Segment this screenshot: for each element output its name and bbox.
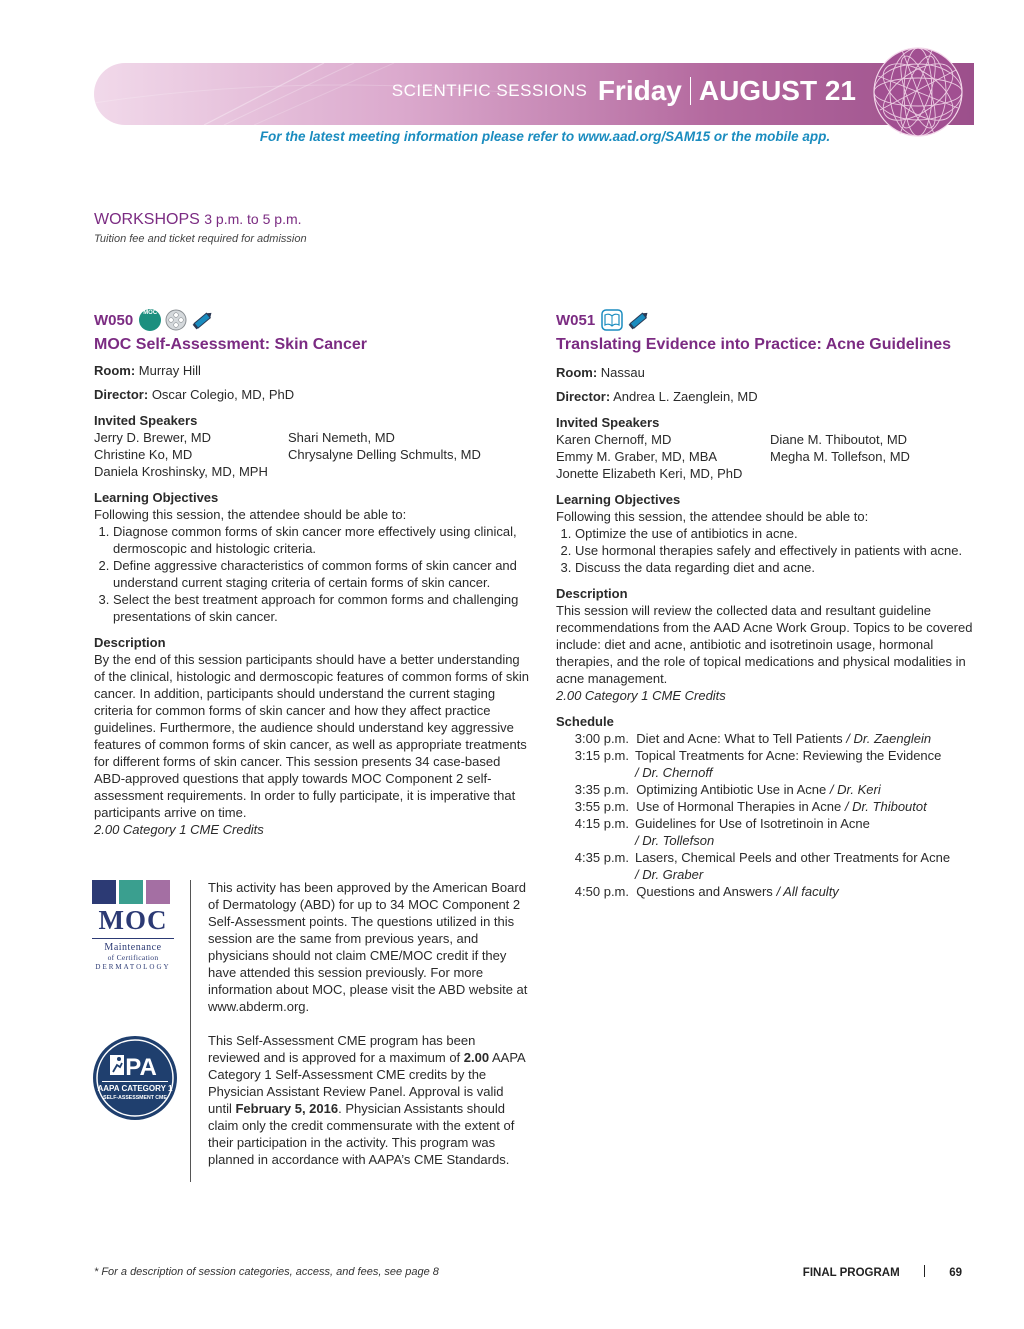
w051-code-row: [556, 308, 976, 332]
session-code: W051: [556, 311, 596, 329]
schedule-speaker: / All faculty: [776, 884, 839, 899]
description-text: This session will review the collected data and resultant guideline recommendations from the AAD Acne Work Group. Topics to be covered include: diet and acne, antibiotic and isotretinoin usage, hormonal therapies, and the role of topical medications and physical modalities in acne management.: [556, 603, 973, 686]
room-line: [556, 364, 976, 381]
pa-approval-text: [208, 1032, 528, 1168]
schedule-list: [556, 730, 976, 900]
moc-logo-line3: DERMATOLOGY: [95, 963, 171, 971]
cme-credits: 2.00 Category 1 CME Credits: [94, 822, 264, 837]
footer-program-label: FINAL PROGRAM: [802, 1267, 900, 1279]
schedule-title: Diet and Acne: What to Tell Patients: [636, 731, 843, 746]
room-value: Nassau: [600, 365, 645, 380]
workshops-heading: [94, 211, 302, 229]
session-title: Translating Evidence into Practice: Acne Guidelines: [556, 336, 952, 353]
schedule-time: 3:00 p.m.: [574, 731, 629, 746]
objective-item: 3. Select the best treatment approach for common forms and challenging presentations of skin cancer.: [113, 591, 534, 625]
objective-item: 1. Diagnose common forms of skin cancer more effectively using clinical, dermoscopic and histologic criteria.: [113, 523, 534, 557]
sessions-label: SCIENTIFIC SESSIONS: [391, 81, 588, 100]
workshops-time: 3 p.m. to 5 p.m.: [204, 211, 302, 227]
schedule-time: 3:15 p.m.: [574, 748, 629, 763]
runner-icon: [110, 1055, 124, 1075]
room-line: [94, 362, 534, 379]
speakers-heading: Invited Speakers: [94, 413, 198, 428]
schedule-item: [556, 883, 976, 900]
schedule-desc: [629, 730, 976, 747]
session-code: W050: [94, 311, 134, 329]
speaker: Chrysalyne Delling Schmults, MD: [288, 447, 481, 462]
workshops-note: Tuition fee and ticket required for admission: [94, 233, 307, 245]
schedule-desc: [629, 747, 976, 781]
info-line: For the latest meeting information please refer to www.aad.org/SAM15 or the mobile app.: [259, 129, 831, 144]
schedule-item: [556, 798, 976, 815]
pencil-icon: [627, 309, 651, 331]
pa-text-a: This Self-Assessment CME program has been reviewed and is approved for a maximum of: [208, 1033, 476, 1065]
moc-bar: [119, 880, 143, 904]
schedule-item: [556, 747, 976, 781]
objective-item: 2. Use hormonal therapies safely and effectively in patients with acne.: [575, 542, 976, 559]
w050-code-row: [94, 308, 534, 332]
speaker: Shari Nemeth, MD: [288, 430, 395, 445]
moc-icon: MOC: [139, 309, 161, 331]
moc-logo-line1: Maintenance: [104, 942, 162, 953]
banner-day: Friday: [597, 75, 682, 106]
speaker: Jerry D. Brewer, MD: [94, 430, 212, 445]
speaker: Jonette Elizabeth Keri, MD, PhD: [556, 466, 743, 481]
moc-divider: [190, 880, 191, 1182]
speaker: Christine Ko, MD: [94, 447, 193, 462]
session-w051: [556, 308, 976, 900]
schedule-time: 3:55 p.m.: [574, 799, 629, 814]
cme-credits: 2.00 Category 1 CME Credits: [556, 688, 726, 703]
banner-title: [392, 75, 856, 107]
schedule-desc: [629, 781, 976, 798]
session-w050: [94, 308, 534, 838]
director-value: Oscar Colegio, MD, PhD: [151, 387, 295, 402]
moc-logo-bars: [92, 880, 174, 904]
schedule-desc: [629, 883, 976, 900]
schedule-title: Use of Hormonal Therapies in Acne: [636, 799, 842, 814]
footer-program: [803, 1265, 962, 1279]
schedule-time: 4:50 p.m.: [574, 884, 629, 899]
speaker: Karen Chernoff, MD: [556, 432, 672, 447]
schedule-title: Lasers, Chemical Peels and other Treatments for Acne: [635, 850, 951, 865]
objective-item: 1. Optimize the use of antibiotics in acne.: [575, 525, 976, 542]
speaker: Diane M. Thiboutot, MD: [770, 432, 908, 447]
schedule-speaker: / Dr. Tollefson: [635, 833, 715, 848]
director-value: Andrea L. Zaenglein, MD: [613, 389, 758, 404]
objectives-intro: Following this session, the attendee should be able to:: [556, 509, 869, 524]
schedule-item: [556, 849, 976, 883]
pencil-icon: [191, 309, 215, 331]
objectives-list: [556, 525, 976, 576]
objectives-intro: Following this session, the attendee should be able to:: [94, 507, 407, 522]
pa-badge-line2: SELF-ASSESSMENT CME: [103, 1095, 167, 1101]
schedule-item: [556, 781, 976, 798]
schedule-time: 3:35 p.m.: [574, 782, 629, 797]
description-heading: Description: [94, 635, 166, 650]
schedule-desc: [629, 798, 976, 815]
pa-text-b: AAPA Category 1 Self-Assessment CME credits by the Physician Assistant Review Panel. Approval is valid until: [208, 1050, 526, 1116]
header-banner: [94, 63, 974, 125]
speakers-heading: Invited Speakers: [556, 415, 660, 430]
session-title: MOC Self-Assessment: Skin Cancer: [94, 336, 367, 353]
schedule-speaker: / Dr. Zaenglein: [846, 731, 932, 746]
pa-date-bold: February 5, 2016: [235, 1101, 339, 1116]
objectives-heading: Learning Objectives: [94, 490, 219, 505]
schedule-title: Optimizing Antibiotic Use in Acne: [636, 782, 827, 797]
objective-item: 3. Discuss the data regarding diet and acne.: [575, 559, 976, 576]
speaker: Emmy M. Graber, MD, MBA: [556, 449, 718, 464]
schedule-speaker: / Dr. Thiboutot: [844, 799, 927, 814]
room-label: Room:: [556, 365, 598, 380]
schedule-title: Questions and Answers: [636, 884, 773, 899]
schedule-speaker: / Dr. Chernoff: [635, 765, 713, 780]
description-text: By the end of this session participants should have a better understanding of the clinical, histologic and dermoscopic features of common forms of skin cancer. In addition, participants should understand the current staging criteria for common forms of skin cancer and how they affect practice guidelines. Furthermore, the audience should understand key aggressive features of common forms of skin cancer, as well as appropriate treatments for different forms of skin cancer. This session presents 34 case-based ABD-approved questions that apply towards MOC Component 2 self-assessment requirements. In order to fully participate, it is imperative that participants arrive on time.: [94, 652, 529, 820]
schedule-desc: [629, 815, 976, 849]
speakers-list: [94, 429, 534, 480]
director-line: [94, 386, 534, 403]
schedule-title: Guidelines for Use of Isotretinoin in Acne: [635, 816, 870, 831]
schedule-item: [556, 730, 976, 747]
footer-note: * For a description of session categories, access, and fees, see page 8: [94, 1266, 439, 1278]
schedule-heading: Schedule: [556, 714, 614, 729]
objectives-list: [94, 523, 534, 625]
description-heading: Description: [556, 586, 628, 601]
moc-logo-line2: of Certification: [107, 953, 159, 962]
moc-logo-big: MOC: [98, 905, 168, 935]
schedule-speaker: / Dr. Keri: [829, 782, 881, 797]
banner-date: AUGUST 21: [698, 75, 856, 106]
objectives-heading: Learning Objectives: [556, 492, 681, 507]
moc-bar: [92, 880, 116, 904]
pa-badge-line1: AAPA CATEGORY 1: [97, 1084, 173, 1093]
page-number: 69: [949, 1267, 962, 1279]
moc-approval-text: This activity has been approved by the American Board of Dermatology (ABD) for up to 34 MOC Component 2 Self-Assessment points. The questions utilized in this session are the same from previous years, and physicians should not claim CME/MOC credit if they have attended this session previously. For more information about MOC, please visit the ABD website at www.abderm.org.: [208, 880, 528, 1014]
banner-separator: [690, 77, 691, 105]
moc-logo-rule: [92, 938, 174, 939]
room-value: Murray Hill: [138, 363, 201, 378]
pa-text-c: . Physician Assistants should claim only the credit commensurate with the extent of their participation in the activity. This program was planned in accordance with AAPA’s CME Standards.: [208, 1101, 515, 1167]
moc-logo-text: [92, 906, 174, 972]
schedule-time: 4:15 p.m.: [574, 816, 629, 831]
schedule-time: 4:35 p.m.: [574, 850, 629, 865]
pa-credits-bold: 2.00: [463, 1050, 490, 1065]
director-line: [556, 388, 976, 405]
director-label: Director:: [94, 387, 149, 402]
schedule-item: [556, 815, 976, 849]
schedule-speaker: / Dr. Graber: [635, 867, 704, 882]
aapa-badge: [92, 1035, 178, 1121]
speakers-list: [556, 431, 976, 482]
moc-bar: [146, 880, 170, 904]
footer-separator: [924, 1265, 926, 1277]
speaker: Megha M. Tollefson, MD: [770, 449, 910, 464]
room-label: Room:: [94, 363, 136, 378]
schedule-desc: [629, 849, 976, 883]
workshops-title: WORKSHOPS: [94, 211, 200, 228]
globe-icon: [872, 46, 964, 138]
book-icon: [601, 309, 623, 331]
moc-logo: [92, 880, 174, 972]
film-reel-icon: [165, 309, 187, 331]
speaker: Daniela Kroshinsky, MD, MPH: [94, 464, 268, 479]
director-label: Director:: [556, 389, 611, 404]
objective-item: 2. Define aggressive characteristics of common forms of skin cancer and understand current staging criteria of certain forms of skin cancer.: [113, 557, 534, 591]
pa-badge-big: PA: [125, 1054, 157, 1081]
schedule-title: Topical Treatments for Acne: Reviewing the Evidence: [635, 748, 942, 763]
